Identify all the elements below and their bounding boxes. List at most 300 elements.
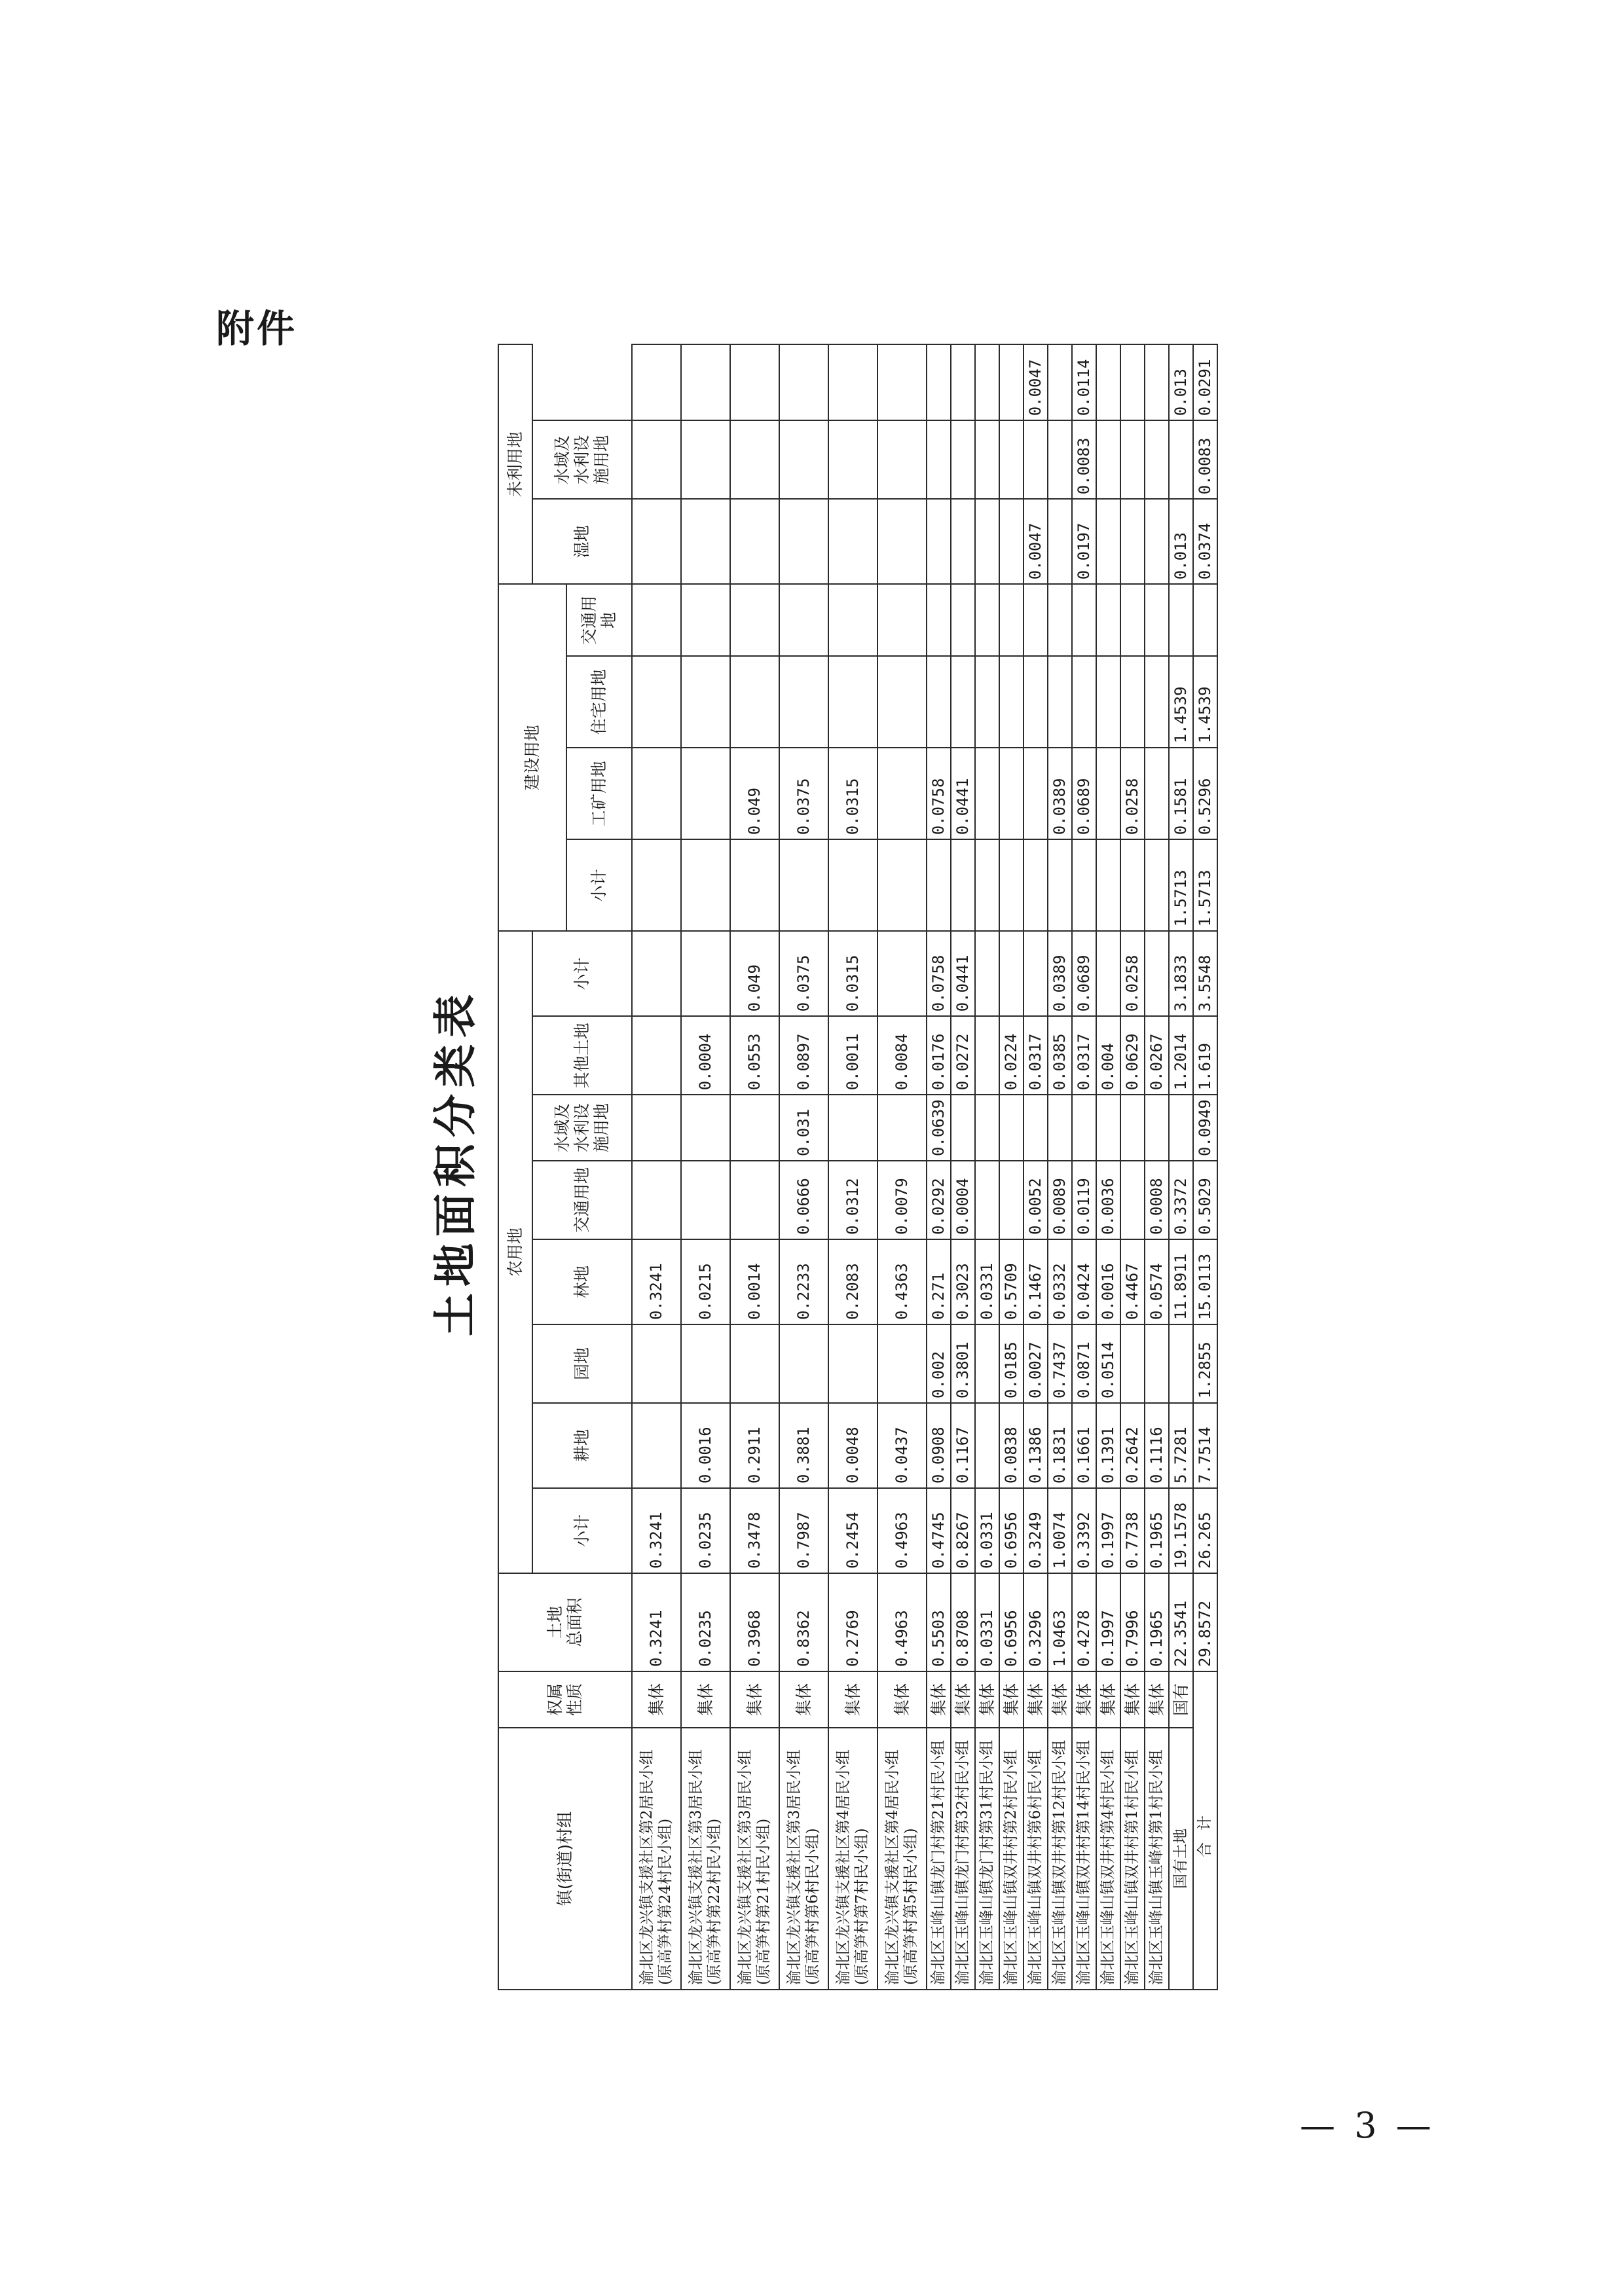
cell-cultivated: 7.7514 [1193, 1403, 1217, 1488]
cell-other-land: 0.0011 [828, 1016, 877, 1095]
cell-total-area: 0.1997 [1096, 1573, 1120, 1671]
cell-residential [975, 748, 999, 839]
cell-c-transport [877, 656, 927, 748]
cell-forest: 0.0424 [1072, 1239, 1096, 1324]
cell-c-other [1120, 584, 1145, 656]
cell-total-area: 0.5503 [927, 1573, 951, 1671]
cell-cultivated: 0.1116 [1145, 1403, 1169, 1488]
cell-unused-water: 0.0047 [1024, 344, 1048, 420]
cell-ag-water [1072, 1095, 1096, 1161]
cell-ag-transport: 0.3372 [1169, 1161, 1193, 1239]
cell-residential [1145, 748, 1169, 839]
cell-ag-subtotal: 19.1578 [1169, 1488, 1193, 1573]
cell-wetland [730, 420, 779, 499]
cell-c-transport [1024, 656, 1048, 748]
cell-unused-subtotal: 0.0047 [1024, 499, 1048, 584]
cell-garden [779, 1324, 828, 1403]
cell-c-other [1072, 584, 1096, 656]
cell-c-other [927, 584, 951, 656]
cell-industrial [1024, 839, 1048, 931]
cell-ag-subtotal: 0.1997 [1096, 1488, 1120, 1573]
cell-cultivated: 0.0838 [999, 1403, 1024, 1488]
cell-cultivated [632, 1403, 681, 1488]
cell-village: 渝北区玉峰山镇双井村第12村民小组 [1048, 1728, 1072, 1990]
cell-ag-subtotal: 1.0074 [1048, 1488, 1072, 1573]
total-row [1193, 344, 1217, 1990]
cell-c-transport: 1.4539 [1169, 656, 1193, 748]
cell-ag-subtotal: 0.3392 [1072, 1488, 1096, 1573]
cell-wetland [828, 420, 877, 499]
cell-residential [999, 748, 1024, 839]
cell-garden [681, 1324, 730, 1403]
cell-ownership: 国有 [1169, 1671, 1193, 1728]
cell-ag-subtotal: 0.4963 [877, 1488, 927, 1573]
cell-forest: 0.0331 [975, 1239, 999, 1324]
cell-forest: 0.271 [927, 1239, 951, 1324]
cell-ag-transport: 0.5029 [1193, 1161, 1217, 1239]
cell-ownership: 集体 [1024, 1671, 1048, 1728]
cell-wetland: 0.0083 [1072, 420, 1096, 499]
cell-ag-transport: 0.0004 [951, 1161, 975, 1239]
cell-forest: 0.3241 [632, 1239, 681, 1324]
cell-unused-water [975, 344, 999, 420]
cell-c-other [1145, 584, 1169, 656]
cell-ag-subtotal: 0.2454 [828, 1488, 877, 1573]
cell-ag-water [828, 1095, 877, 1161]
cell-c-other [975, 584, 999, 656]
table-body [632, 344, 1217, 1990]
cell-ag-water [1169, 1095, 1193, 1161]
cell-residential: 0.049 [730, 748, 779, 839]
cell-forest: 0.0215 [681, 1239, 730, 1324]
cell-forest: 0.5709 [999, 1239, 1024, 1324]
cell-c-other [828, 584, 877, 656]
cell-garden: 0.0871 [1072, 1324, 1096, 1403]
table-row [681, 344, 730, 1990]
total-label: 合计 [1193, 1671, 1217, 1990]
cell-c-transport [927, 656, 951, 748]
land-area-table [498, 344, 1218, 1990]
cell-ag-water: 0.031 [779, 1095, 828, 1161]
cell-wetland [681, 420, 730, 499]
cell-unused-subtotal [828, 499, 877, 584]
cell-ag-transport: 0.0089 [1048, 1161, 1072, 1239]
header-village: 镇(街道)村组 [498, 1728, 632, 1990]
cell-wetland [975, 420, 999, 499]
cell-village: 渝北区龙兴镇支援社区第4居民小组(原高笋村第5村民小组) [877, 1728, 927, 1990]
cell-c-transport [1096, 656, 1120, 748]
cell-village: 渝北区玉峰山镇龙门村第31村民小组 [975, 1728, 999, 1990]
cell-c-transport [951, 656, 975, 748]
cell-cultivated [975, 1403, 999, 1488]
cell-ag-transport [999, 1161, 1024, 1239]
cell-total-area: 22.3541 [1169, 1573, 1193, 1671]
cell-village: 渝北区玉峰山镇龙门村第32村民小组 [951, 1728, 975, 1990]
cell-village: 渝北区玉峰山镇双井村第4村民小组 [1096, 1728, 1120, 1990]
cell-garden [975, 1324, 999, 1403]
cell-construction-subtotal [1024, 931, 1048, 1016]
cell-ag-water: 0.0949 [1193, 1095, 1217, 1161]
cell-construction-subtotal: 3.1833 [1169, 931, 1193, 1016]
cell-residential [1024, 748, 1048, 839]
cell-construction-subtotal: 0.0258 [1120, 931, 1145, 1016]
cell-cultivated: 0.1831 [1048, 1403, 1072, 1488]
cell-ag-subtotal: 0.1965 [1145, 1488, 1169, 1573]
cell-residential: 0.0389 [1048, 748, 1072, 839]
cell-industrial [779, 839, 828, 931]
cell-c-other [779, 584, 828, 656]
cell-wetland [632, 420, 681, 499]
cell-cultivated: 0.1661 [1072, 1403, 1096, 1488]
cell-unused-subtotal [1096, 499, 1120, 584]
cell-unused-water [1120, 344, 1145, 420]
cell-construction-subtotal: 0.0315 [828, 931, 877, 1016]
cell-industrial [975, 839, 999, 931]
cell-village: 渝北区玉峰山镇双井村第2村民小组 [999, 1728, 1024, 1990]
cell-unused-water [632, 344, 681, 420]
cell-construction-subtotal [877, 931, 927, 1016]
cell-garden [1120, 1324, 1145, 1403]
cell-garden: 0.0185 [999, 1324, 1024, 1403]
cell-total-area: 0.7996 [1120, 1573, 1145, 1671]
cell-ag-water [975, 1095, 999, 1161]
cell-industrial: 1.5713 [1169, 839, 1193, 931]
cell-c-other [730, 584, 779, 656]
cell-wetland [1169, 420, 1193, 499]
cell-unused-water [1048, 344, 1072, 420]
cell-ownership: 集体 [951, 1671, 975, 1728]
cell-total-area: 29.8572 [1193, 1573, 1217, 1671]
header-garden: 园地 [532, 1324, 632, 1403]
cell-ag-transport: 0.0666 [779, 1161, 828, 1239]
cell-unused-subtotal [927, 499, 951, 584]
cell-total-area: 0.1965 [1145, 1573, 1169, 1671]
cell-industrial [927, 839, 951, 931]
cell-village: 渝北区龙兴镇支援社区第4居民小组(原高笋村第7村民小组) [828, 1728, 877, 1990]
cell-total-area: 0.0235 [681, 1573, 730, 1671]
cell-construction-subtotal [632, 931, 681, 1016]
cell-ag-water [1024, 1095, 1048, 1161]
cell-wetland [1145, 420, 1169, 499]
header-ag-subtotal: 小计 [532, 1488, 632, 1573]
header-residential: 住宅用地 [566, 656, 632, 748]
cell-wetland: 0.0083 [1193, 420, 1217, 499]
cell-other-land: 0.0084 [877, 1016, 927, 1095]
cell-ag-water: 0.0639 [927, 1095, 951, 1161]
cell-c-other [1024, 584, 1048, 656]
table-row [1169, 344, 1193, 1990]
cell-garden [730, 1324, 779, 1403]
header-total-area: 土地 总面积 [498, 1573, 632, 1671]
cell-unused-subtotal [730, 499, 779, 584]
cell-c-transport [1120, 656, 1145, 748]
header-unused: 未利用地 [498, 344, 532, 584]
cell-ag-transport [730, 1161, 779, 1239]
cell-ag-transport: 0.0079 [877, 1161, 927, 1239]
cell-construction-subtotal: 0.0689 [1072, 931, 1096, 1016]
cell-ag-transport: 0.0036 [1096, 1161, 1120, 1239]
cell-other-land: 0.0897 [779, 1016, 828, 1095]
cell-c-other [632, 584, 681, 656]
cell-construction-subtotal: 0.0758 [927, 931, 951, 1016]
cell-unused-subtotal [632, 499, 681, 584]
cell-wetland [1048, 420, 1072, 499]
cell-industrial [730, 839, 779, 931]
cell-construction-subtotal: 0.0375 [779, 931, 828, 1016]
cell-unused-water: 0.0291 [1193, 344, 1217, 420]
cell-forest: 0.3023 [951, 1239, 975, 1324]
cell-wetland [999, 420, 1024, 499]
cell-ag-subtotal: 0.3478 [730, 1488, 779, 1573]
cell-c-transport [1072, 656, 1096, 748]
cell-construction-subtotal [681, 931, 730, 1016]
cell-unused-subtotal [779, 499, 828, 584]
header-ownership: 权属性质 [498, 1671, 632, 1728]
cell-residential: 0.0375 [779, 748, 828, 839]
cell-residential: 0.5296 [1193, 748, 1217, 839]
cell-forest: 0.2233 [779, 1239, 828, 1324]
cell-industrial [828, 839, 877, 931]
cell-industrial [1048, 839, 1072, 931]
cell-c-transport: 1.4539 [1193, 656, 1217, 748]
cell-forest: 0.4363 [877, 1239, 927, 1324]
cell-industrial [999, 839, 1024, 931]
cell-c-other [1193, 584, 1217, 656]
cell-other-land: 0.0224 [999, 1016, 1024, 1095]
header-c-transport: 交通用地 [566, 584, 632, 656]
cell-residential: 0.0315 [828, 748, 877, 839]
cell-ag-water [730, 1095, 779, 1161]
cell-wetland [779, 420, 828, 499]
cell-other-land: 0.0267 [1145, 1016, 1169, 1095]
header-construction-subtotal: 小计 [566, 839, 632, 931]
cell-cultivated: 5.7281 [1169, 1403, 1193, 1488]
cell-c-transport [975, 656, 999, 748]
cell-ag-transport [681, 1161, 730, 1239]
header-construction: 建设用地 [498, 584, 566, 931]
cell-cultivated: 0.1167 [951, 1403, 975, 1488]
cell-residential: 0.1581 [1169, 748, 1193, 839]
table-row [927, 344, 951, 1990]
cell-unused-water [1096, 344, 1120, 420]
cell-ag-subtotal: 0.3241 [632, 1488, 681, 1573]
cell-c-other [1048, 584, 1072, 656]
cell-c-other [1096, 584, 1120, 656]
cell-residential [1096, 748, 1120, 839]
table-row [877, 344, 927, 1990]
table-row [1120, 344, 1145, 1990]
cell-ag-water [1120, 1095, 1145, 1161]
cell-industrial [1072, 839, 1096, 931]
cell-residential: 0.0258 [1120, 748, 1145, 839]
cell-wetland [951, 420, 975, 499]
cell-ag-subtotal: 0.0235 [681, 1488, 730, 1573]
cell-industrial [877, 839, 927, 931]
cell-unused-water [681, 344, 730, 420]
cell-unused-subtotal [951, 499, 975, 584]
cell-ag-transport [632, 1161, 681, 1239]
cell-wetland [1120, 420, 1145, 499]
cell-cultivated: 0.0437 [877, 1403, 927, 1488]
cell-ownership: 集体 [927, 1671, 951, 1728]
cell-ag-transport [975, 1161, 999, 1239]
cell-wetland [1024, 420, 1048, 499]
cell-ag-water [877, 1095, 927, 1161]
cell-construction-subtotal [999, 931, 1024, 1016]
cell-cultivated: 0.2642 [1120, 1403, 1145, 1488]
annex-label: 附件 [216, 306, 298, 351]
rotated-table-sheet [419, 334, 1215, 1990]
header-agricultural: 农用地 [498, 931, 532, 1573]
cell-ownership: 集体 [877, 1671, 927, 1728]
cell-residential [632, 748, 681, 839]
cell-total-area: 0.4963 [877, 1573, 927, 1671]
cell-ag-subtotal: 0.4745 [927, 1488, 951, 1573]
cell-c-transport [1145, 656, 1169, 748]
cell-other-land: 1.2014 [1169, 1016, 1193, 1095]
cell-garden: 0.7437 [1048, 1324, 1072, 1403]
cell-residential: 0.0441 [951, 748, 975, 839]
cell-c-other [877, 584, 927, 656]
cell-ag-water [632, 1095, 681, 1161]
table-row [999, 344, 1024, 1990]
cell-ag-transport [1120, 1161, 1145, 1239]
cell-ag-water [1096, 1095, 1120, 1161]
cell-village: 渝北区玉峰山镇双井村第6村民小组 [1024, 1728, 1048, 1990]
cell-unused-subtotal: 0.0197 [1072, 499, 1096, 584]
cell-construction-subtotal: 0.049 [730, 931, 779, 1016]
table-row [779, 344, 828, 1990]
cell-total-area: 0.4278 [1072, 1573, 1096, 1671]
cell-ownership: 集体 [1048, 1671, 1072, 1728]
cell-c-other [999, 584, 1024, 656]
cell-ownership: 集体 [975, 1671, 999, 1728]
cell-total-area: 0.6956 [999, 1573, 1024, 1671]
cell-ag-water [951, 1095, 975, 1161]
cell-residential: 0.0689 [1072, 748, 1096, 839]
cell-industrial [1120, 839, 1145, 931]
cell-village: 渝北区龙兴镇支援社区第3居民小组(原高笋村第21村民小组) [730, 1728, 779, 1990]
cell-forest: 0.0574 [1145, 1239, 1169, 1324]
cell-garden: 1.2855 [1193, 1324, 1217, 1403]
cell-unused-water [877, 344, 927, 420]
header-industrial: 工矿用地 [566, 748, 632, 839]
cell-cultivated: 0.1391 [1096, 1403, 1120, 1488]
cell-total-area: 0.0331 [975, 1573, 999, 1671]
cell-unused-water: 0.0114 [1072, 344, 1096, 420]
cell-unused-subtotal [975, 499, 999, 584]
cell-other-land: 0.0317 [1024, 1016, 1048, 1095]
page-number: — 3 — [1300, 2105, 1435, 2146]
cell-forest: 0.0016 [1096, 1239, 1120, 1324]
cell-forest: 0.0332 [1048, 1239, 1072, 1324]
cell-ag-water [999, 1095, 1024, 1161]
cell-total-area: 0.3296 [1024, 1573, 1048, 1671]
cell-unused-water [927, 344, 951, 420]
cell-ag-transport: 0.0008 [1145, 1161, 1169, 1239]
cell-other-land: 0.0004 [681, 1016, 730, 1095]
cell-cultivated: 0.0016 [681, 1403, 730, 1488]
cell-village: 渝北区龙兴镇支援社区第3居民小组(原高笋村第6村民小组) [779, 1728, 828, 1990]
cell-unused-subtotal [1048, 499, 1072, 584]
cell-unused-water: 0.013 [1169, 344, 1193, 420]
cell-ag-water [1048, 1095, 1072, 1161]
cell-unused-subtotal: 0.0374 [1193, 499, 1217, 584]
table-row [730, 344, 779, 1990]
cell-ownership: 集体 [632, 1671, 681, 1728]
table-row [951, 344, 975, 1990]
cell-forest: 0.0014 [730, 1239, 779, 1324]
cell-garden [1145, 1324, 1169, 1403]
cell-total-area: 0.3241 [632, 1573, 681, 1671]
cell-ag-subtotal: 0.0331 [975, 1488, 999, 1573]
cell-industrial [1096, 839, 1120, 931]
cell-ag-water [1145, 1095, 1169, 1161]
cell-unused-subtotal [1145, 499, 1169, 584]
cell-construction-subtotal [975, 931, 999, 1016]
cell-village: 渝北区玉峰山镇双井村第1村民小组 [1120, 1728, 1145, 1990]
cell-construction-subtotal: 3.5548 [1193, 931, 1217, 1016]
header-u-water: 水域及 水利设 施用地 [532, 420, 632, 499]
cell-village: 国有土地 [1169, 1728, 1193, 1990]
cell-total-area: 0.3968 [730, 1573, 779, 1671]
cell-unused-subtotal: 0.013 [1169, 499, 1193, 584]
cell-garden [1169, 1324, 1193, 1403]
cell-unused-subtotal [681, 499, 730, 584]
header-ag-water: 水域及 水利设 施用地 [532, 1095, 632, 1161]
cell-ownership: 集体 [828, 1671, 877, 1728]
cell-unused-water [779, 344, 828, 420]
cell-ag-transport: 0.0052 [1024, 1161, 1048, 1239]
cell-other-land: 0.0385 [1048, 1016, 1072, 1095]
cell-ownership: 集体 [1145, 1671, 1169, 1728]
table-row [975, 344, 999, 1990]
cell-other-land: 0.0317 [1072, 1016, 1096, 1095]
cell-unused-water [730, 344, 779, 420]
cell-ag-transport: 0.0312 [828, 1161, 877, 1239]
cell-cultivated: 0.2911 [730, 1403, 779, 1488]
cell-c-transport [779, 656, 828, 748]
cell-ag-subtotal: 0.8267 [951, 1488, 975, 1573]
cell-other-land: 0.0272 [951, 1016, 975, 1095]
cell-garden: 0.3801 [951, 1324, 975, 1403]
cell-industrial [1145, 839, 1169, 931]
cell-ag-subtotal: 0.6956 [999, 1488, 1024, 1573]
cell-industrial [951, 839, 975, 931]
header-u-subtotal: 小计 [532, 931, 632, 1016]
cell-wetland [1096, 420, 1120, 499]
cell-village: 渝北区玉峰山镇龙门村第21村民小组 [927, 1728, 951, 1990]
cell-other-land [975, 1016, 999, 1095]
cell-ownership: 集体 [779, 1671, 828, 1728]
cell-c-transport [730, 656, 779, 748]
header-wetland: 湿地 [532, 499, 632, 584]
cell-total-area: 1.0463 [1048, 1573, 1072, 1671]
cell-other-land: 1.619 [1193, 1016, 1217, 1095]
cell-garden [632, 1324, 681, 1403]
cell-construction-subtotal [1096, 931, 1120, 1016]
cell-other-land: 0.0629 [1120, 1016, 1145, 1095]
header-ag-transport: 交通用地 [532, 1161, 632, 1239]
table-title: 土地面积分类表 [430, 988, 481, 1336]
cell-construction-subtotal: 0.0389 [1048, 931, 1072, 1016]
cell-ag-transport: 0.0119 [1072, 1161, 1096, 1239]
table-row [1072, 344, 1096, 1990]
cell-ownership: 集体 [999, 1671, 1024, 1728]
cell-c-transport [999, 656, 1024, 748]
cell-residential [681, 748, 730, 839]
cell-village: 渝北区玉峰山镇双井村第14村民小组 [1072, 1728, 1096, 1990]
